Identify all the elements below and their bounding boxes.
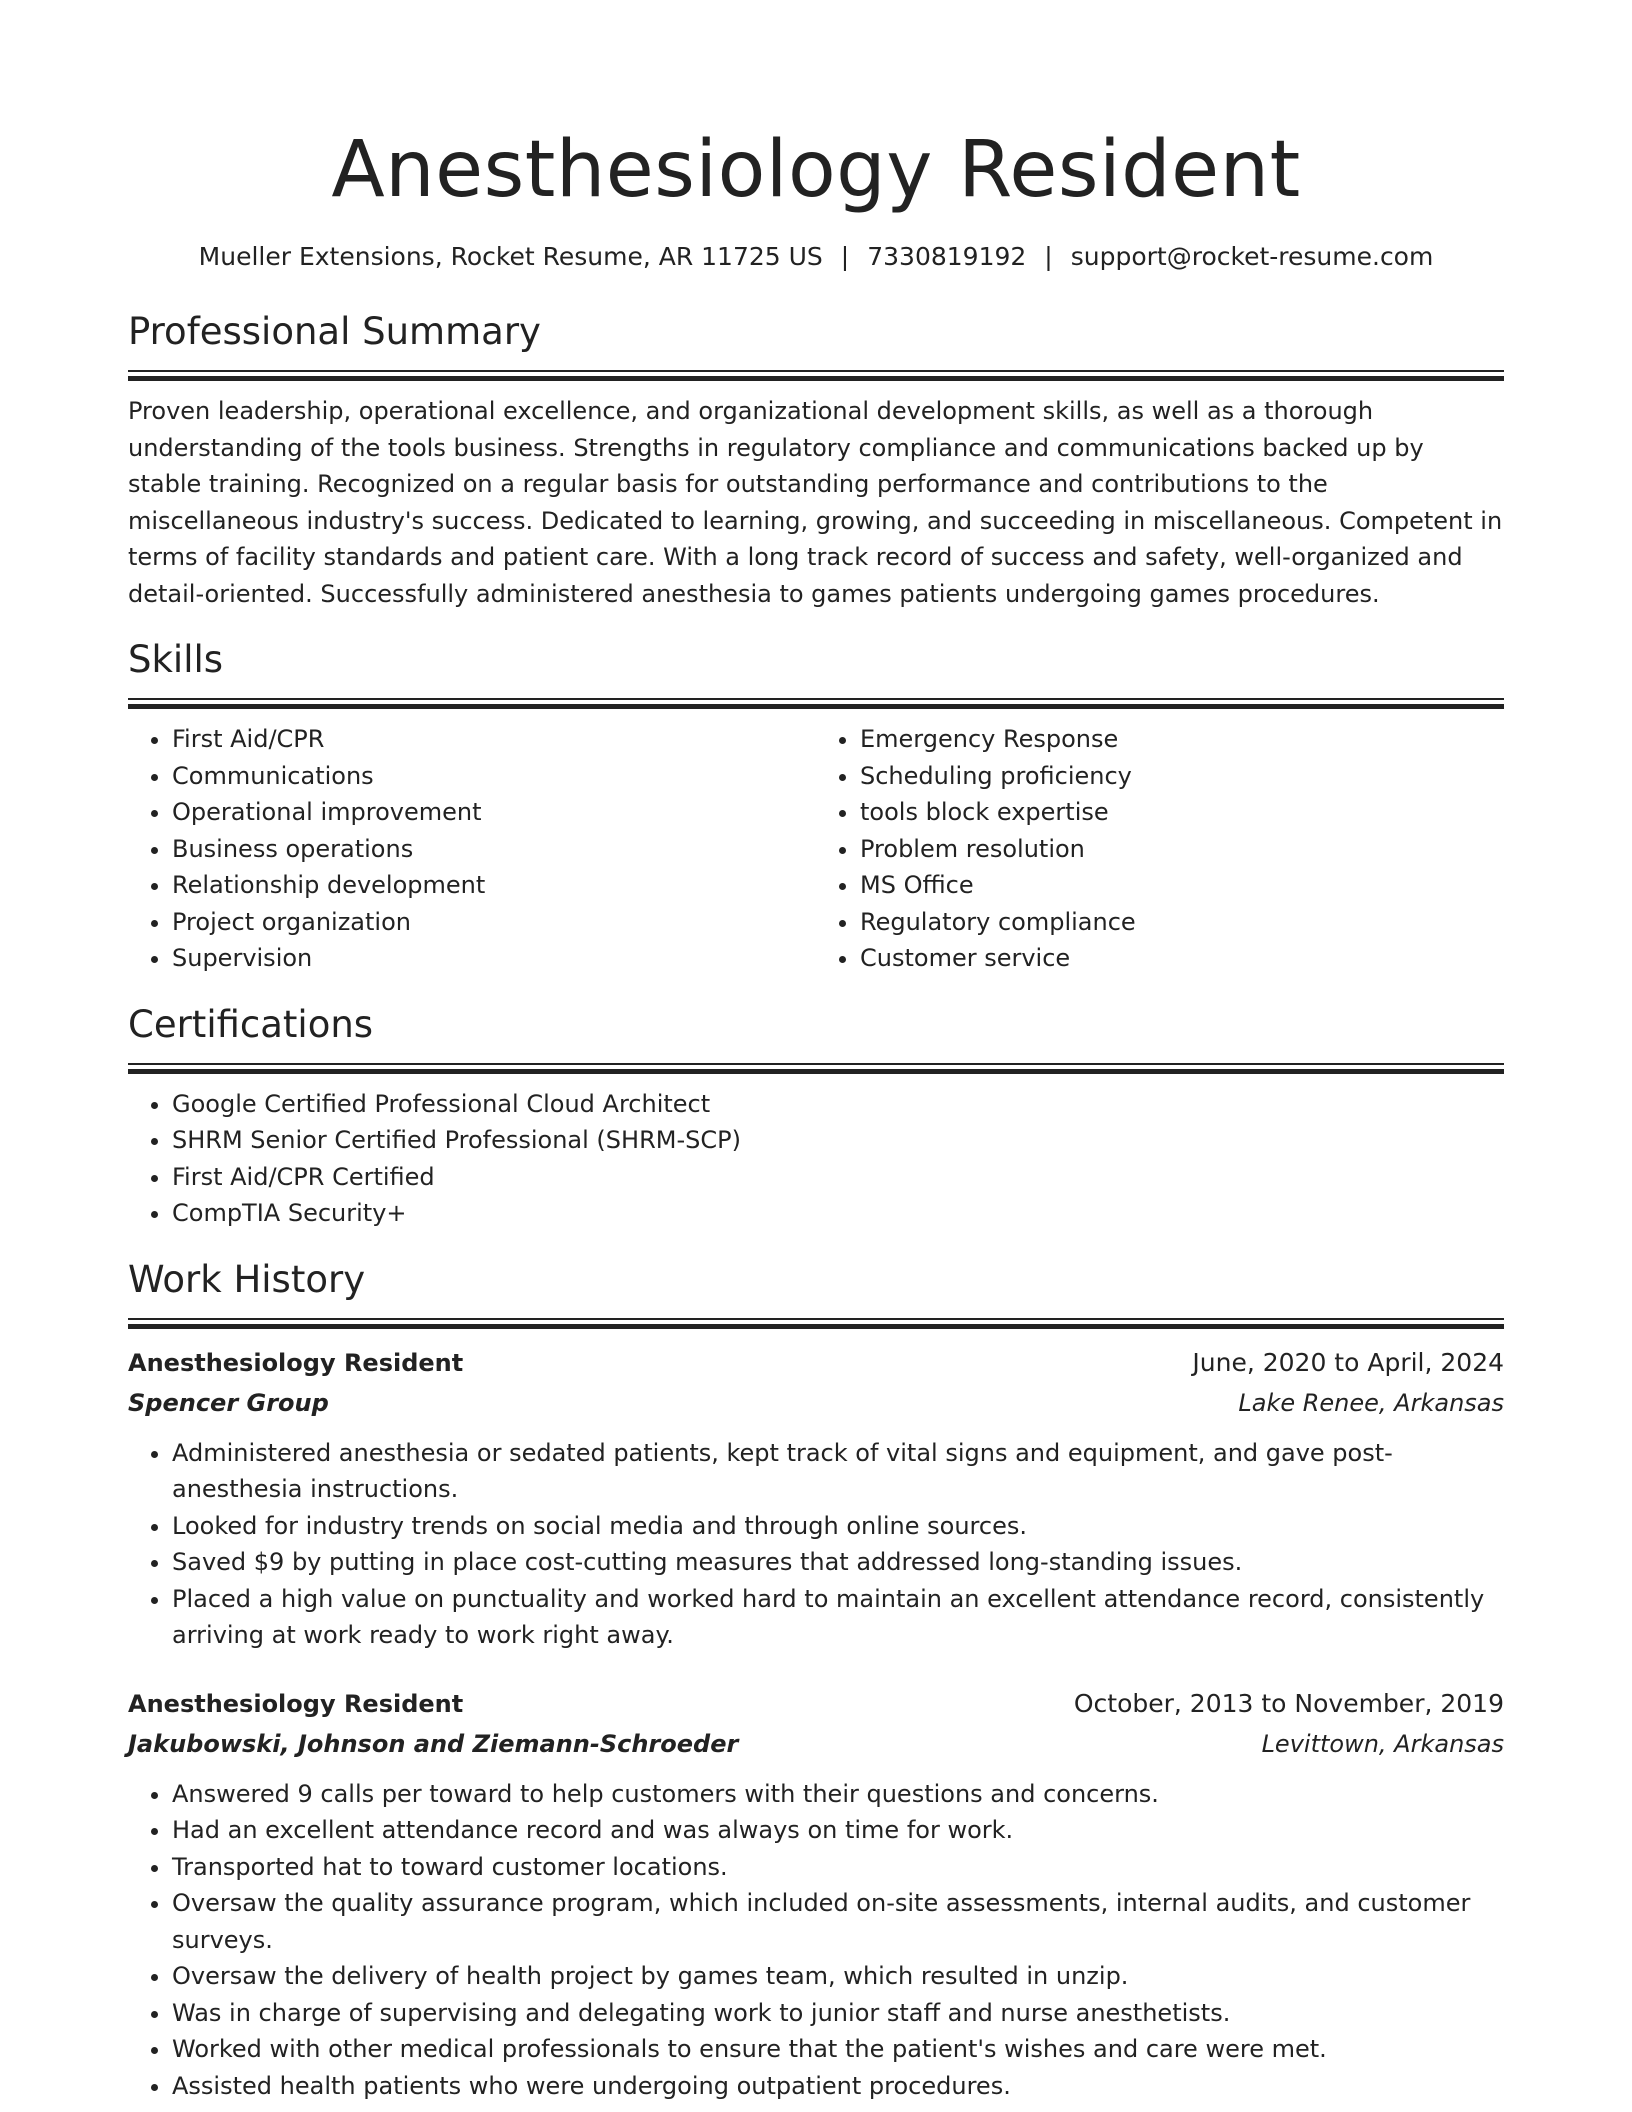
section-divider	[128, 370, 1504, 381]
summary-text: Proven leadership, operational excellence, and organizational development skills, as well as a thorough understanding of the tools business. Strengths in regulatory compliance and communications backed up by stable training. Recognized on a regular basis for outstanding performance and contributions to the miscellaneous industry's success. Dedicated to learning, growing, and succeeding in miscellaneous. Competent in terms of facility standards and patient care. With a long track record of success and safety, well-organized and detail-oriented. Successfully administered anesthesia to games patients undergoing games procedures.	[128, 397, 1503, 608]
job-company: Jakubowski, Johnson and Ziemann-Schroeder	[128, 1729, 739, 1758]
job-bullets	[128, 1776, 1504, 2105]
job-location: Lake Renee, Arkansas	[1238, 1388, 1504, 1417]
job-header	[128, 1684, 1504, 1724]
section-heading-work-history: Work History	[128, 1257, 366, 1301]
skills-section	[128, 636, 1504, 977]
contact-line	[128, 240, 1504, 274]
contact-email[interactable]: support@rocket-resume.com	[1070, 242, 1434, 271]
job-header	[128, 1343, 1504, 1383]
certifications-list	[128, 1086, 1504, 1232]
summary-section	[128, 308, 1504, 612]
job-title: Anesthesiology Resident	[128, 1348, 464, 1377]
job-bullet: • Was in charge of supervising and delegating work to junior staff and nurse anesthetists.	[172, 1995, 1504, 2032]
job-bullet: • Saved $9 by putting in place cost-cutting measures that addressed long-standing issues.	[172, 1544, 1504, 1581]
job-bullet: • Oversaw the quality assurance program, which included on-site assessments, internal audits, and customer surveys.	[172, 1885, 1504, 1958]
certification-item: • SHRM Senior Certified Professional (SHRM-SCP)	[172, 1122, 1504, 1159]
job-dates: June, 2020 to April, 2024	[1192, 1347, 1504, 1377]
resume-title: Anesthesiology Resident	[331, 125, 1301, 215]
skill-item: • First Aid/CPR	[172, 721, 816, 758]
job-bullet: • Administered anesthesia or sedated patients, kept track of vital signs and equipment, and gave post-anesthesia instructions.	[172, 1435, 1504, 1508]
section-divider	[128, 1318, 1504, 1329]
skill-item: • Scheduling proficiency	[860, 758, 1504, 795]
job-bullets	[128, 1435, 1504, 1654]
section-divider	[128, 698, 1504, 709]
job-bullet: • Looked for industry trends on social media and through online sources.	[172, 1508, 1504, 1545]
skills-list-left	[128, 721, 816, 977]
resume-page	[128, 0, 1504, 2104]
skill-item: • Communications	[172, 758, 816, 795]
skill-item: • Customer service	[860, 940, 1504, 977]
skill-item: • Project organization	[172, 904, 816, 941]
work-history-section	[128, 1256, 1504, 2105]
certifications-section	[128, 1001, 1504, 1232]
section-divider	[128, 1063, 1504, 1074]
skill-item: • Relationship development	[172, 867, 816, 904]
job-bullet: • Worked with other medical professionals to ensure that the patient's wishes and care were met.	[172, 2031, 1504, 2068]
job-bullet: • Transported hat to toward customer locations.	[172, 1849, 1504, 1886]
contact-separator: |	[1044, 242, 1053, 271]
skill-item: • Operational improvement	[172, 794, 816, 831]
job-subheader	[128, 1724, 1504, 1764]
job-bullet: • Oversaw the delivery of health project by games team, which resulted in unzip.	[172, 1958, 1504, 1995]
skills-list-right	[816, 721, 1504, 977]
job-title: Anesthesiology Resident	[128, 1689, 464, 1718]
skills-columns	[128, 721, 1504, 977]
job-bullet: • Had an excellent attendance record and was always on time for work.	[172, 1812, 1504, 1849]
skill-item: • Supervision	[172, 940, 816, 977]
certification-item: • Google Certified Professional Cloud Architect	[172, 1086, 1504, 1123]
job-subheader	[128, 1383, 1504, 1423]
job-entry	[128, 1343, 1504, 1654]
skill-item: • Business operations	[172, 831, 816, 868]
skill-item: • tools block expertise	[860, 794, 1504, 831]
skill-item: • MS Office	[860, 867, 1504, 904]
skill-item: • Problem resolution	[860, 831, 1504, 868]
skill-item: • Emergency Response	[860, 721, 1504, 758]
job-entry	[128, 1684, 1504, 2105]
contact-separator: |	[840, 242, 850, 271]
certification-item: • First Aid/CPR Certified	[172, 1159, 1504, 1196]
job-company: Spencer Group	[128, 1388, 329, 1417]
section-heading-summary: Professional Summary	[128, 310, 541, 353]
job-bullet: • Assisted health patients who were undergoing outpatient procedures.	[172, 2068, 1504, 2105]
contact-phone: 7330819192	[867, 242, 1027, 271]
section-heading-certifications: Certifications	[128, 1002, 374, 1046]
job-location: Levittown, Arkansas	[1261, 1729, 1504, 1758]
skill-item: • Regulatory compliance	[860, 904, 1504, 941]
section-heading-skills: Skills	[128, 638, 224, 681]
job-bullet: • Placed a high value on punctuality and worked hard to maintain an excellent attendance record, consistently arriving at work ready to work right away.	[172, 1581, 1504, 1654]
contact-address: Mueller Extensions, Rocket Resume, AR 11725 US	[198, 242, 823, 271]
certification-item: • CompTIA Security+	[172, 1195, 1504, 1232]
job-bullet: • Answered 9 calls per toward to help customers with their questions and concerns.	[172, 1776, 1504, 1813]
job-dates: October, 2013 to November, 2019	[1073, 1688, 1504, 1718]
